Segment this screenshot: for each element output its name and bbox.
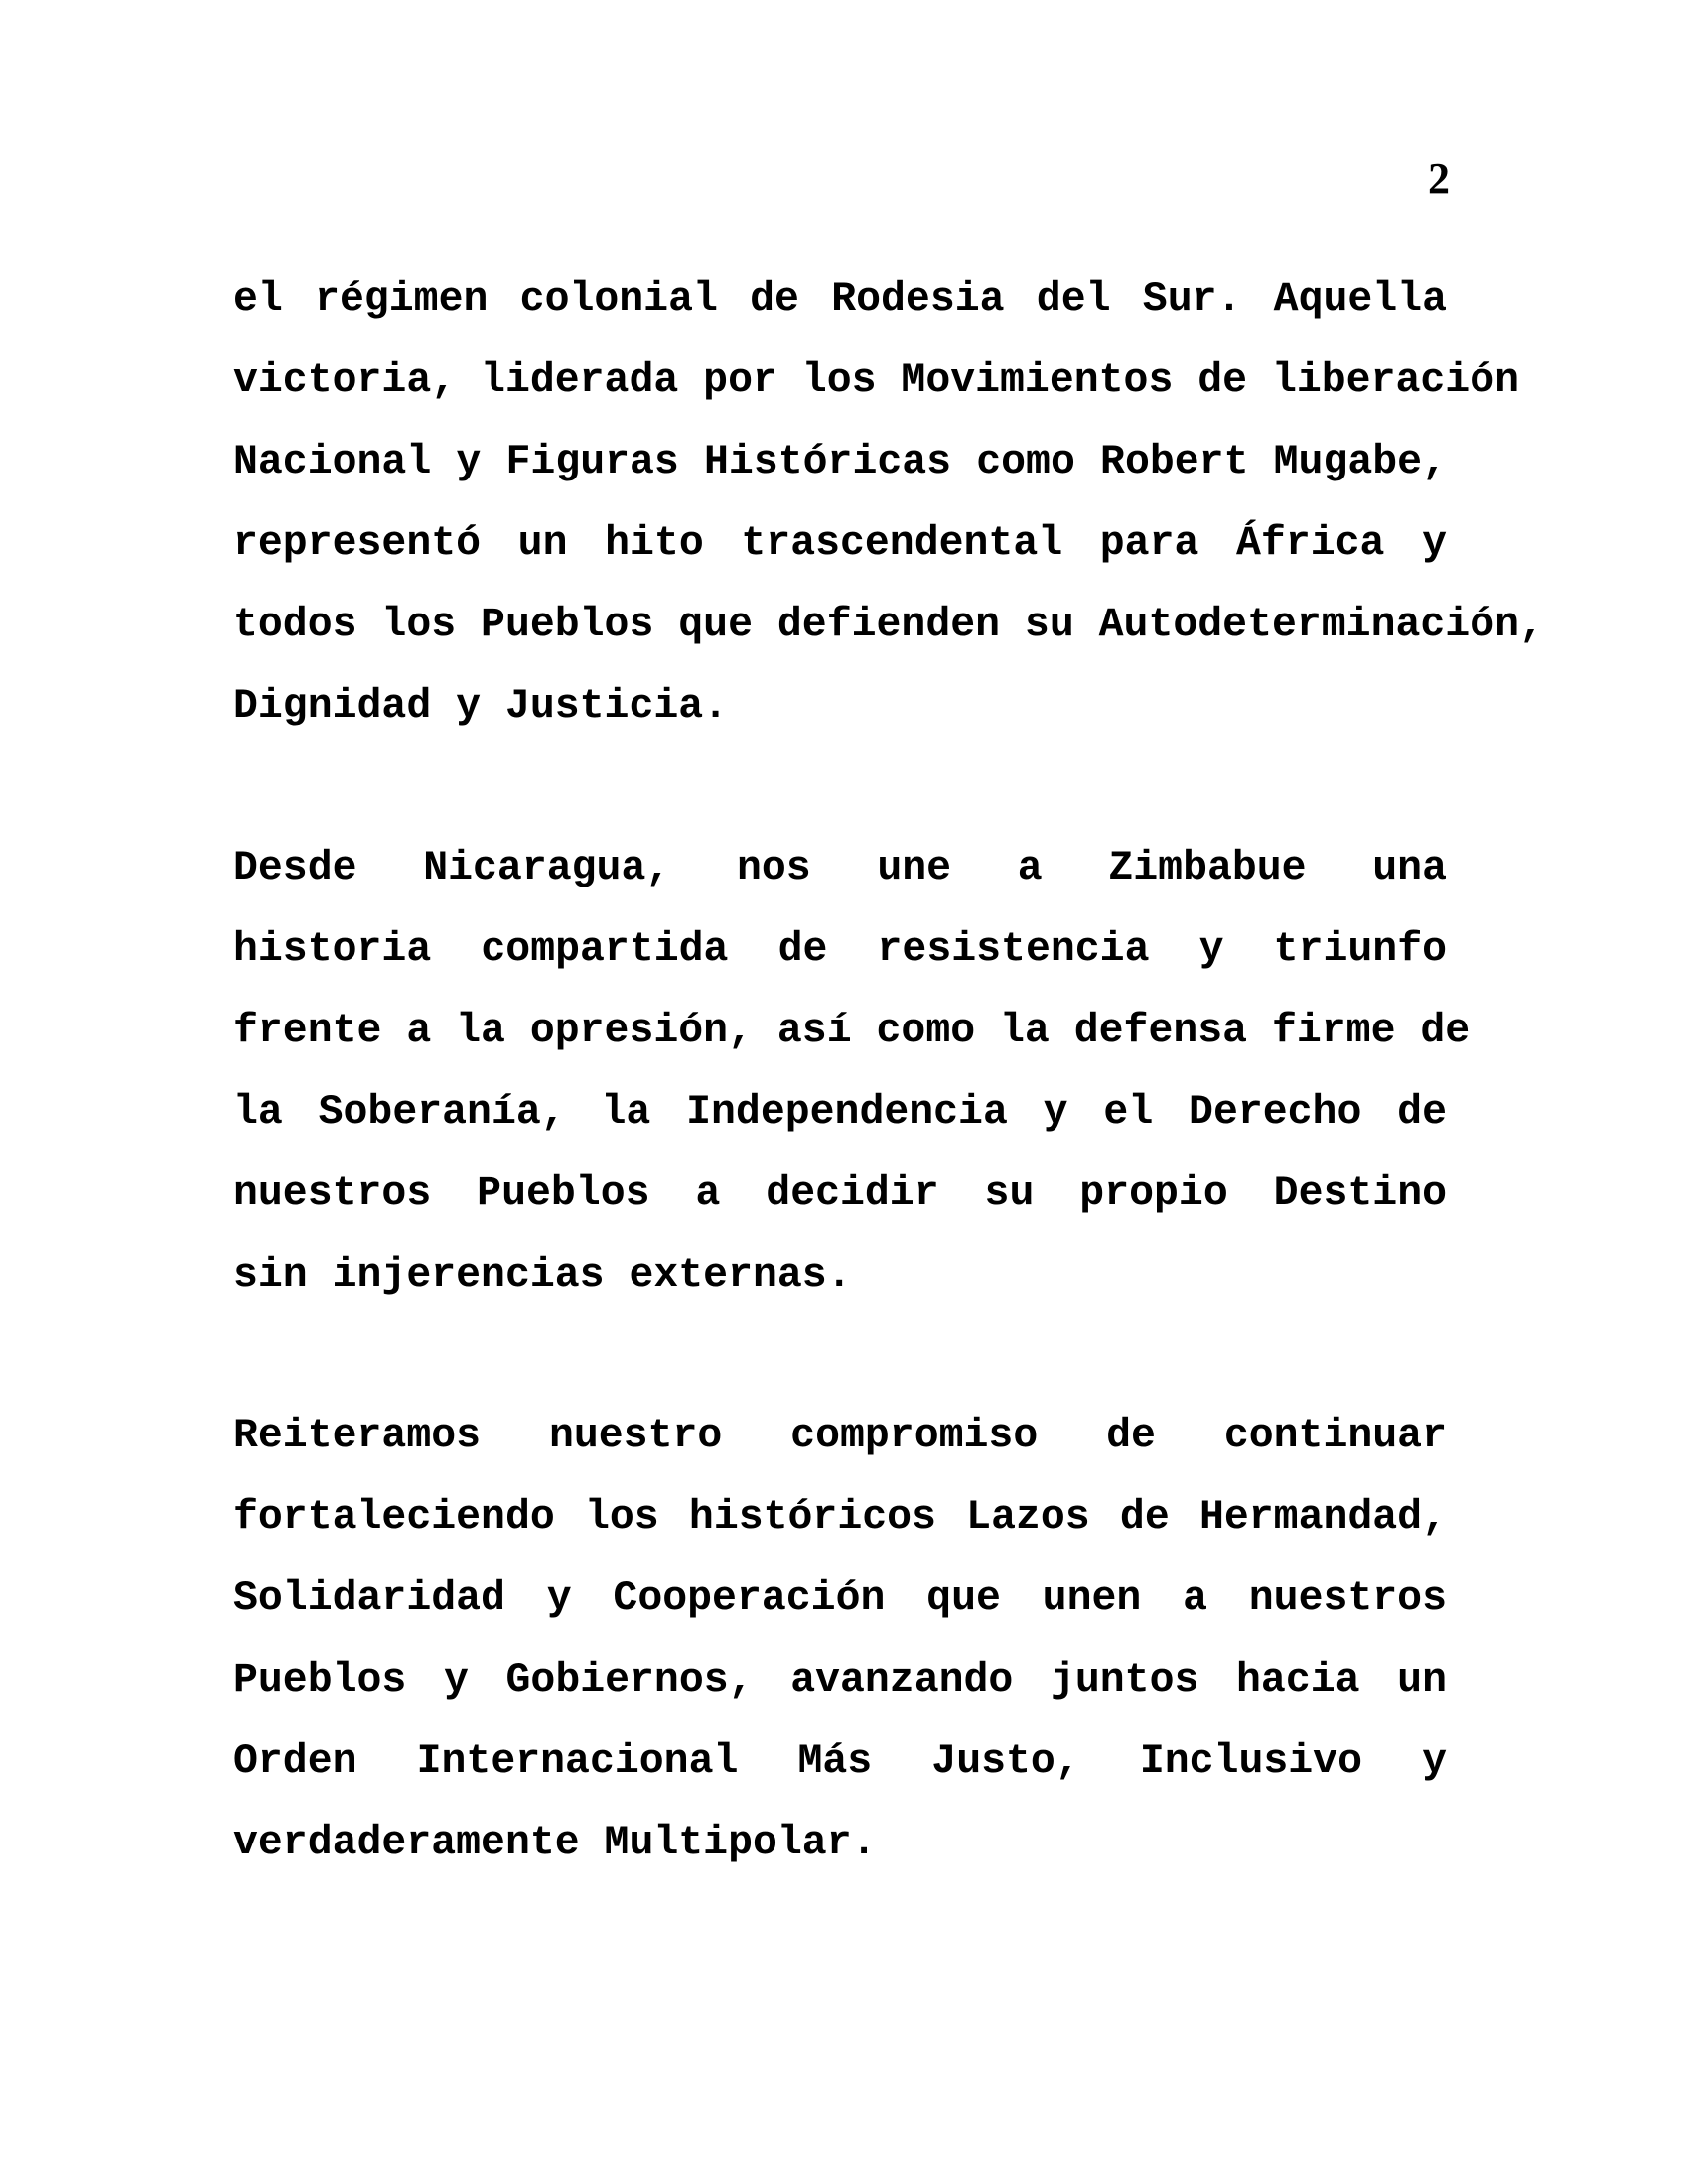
text-line: nuestros Pueblos a decidir su propio Destino: [233, 1170, 1447, 1217]
text-line: fortaleciendo los históricos Lazos de Hermandad,: [233, 1494, 1447, 1541]
text-line: Pueblos y Gobiernos, avanzando juntos hacia un: [233, 1657, 1447, 1704]
text-line: frente a la opresión, así como la defensa firme de: [233, 1008, 1471, 1054]
text-line: Desde Nicaragua, nos une a Zimbabue una: [233, 845, 1447, 891]
page-number: 2: [1428, 154, 1450, 203]
text-line: Dignidad y Justicia.: [233, 683, 729, 730]
text-line: Nacional y Figuras Históricas como Robert Mugabe,: [233, 439, 1447, 485]
text-line: Solidaridad y Cooperación que unen a nuestros: [233, 1575, 1447, 1622]
paragraph-2: [233, 828, 1471, 1316]
text-line: victoria, liderada por los Movimientos de liberación: [233, 357, 1520, 404]
text-line: sin injerencias externas.: [233, 1252, 852, 1298]
text-line: historia compartida de resistencia y triunfo: [233, 926, 1447, 973]
text-line: Reiteramos nuestro compromiso de continuar: [233, 1413, 1447, 1459]
text-line: todos los Pueblos que defienden su Autodeterminación,: [233, 602, 1544, 648]
text-line: verdaderamente Multipolar.: [233, 1820, 877, 1866]
text-line: la Soberanía, la Independencia y el Derecho de: [233, 1089, 1447, 1136]
text-line: el régimen colonial de Rodesia del Sur. Aquella: [233, 276, 1447, 323]
paragraph-3: [233, 1396, 1447, 1884]
paragraph-1: [233, 259, 1544, 748]
text-line: representó un hito trascendental para África y: [233, 520, 1447, 567]
text-line: Orden Internacional Más Justo, Inclusivo y: [233, 1738, 1447, 1785]
